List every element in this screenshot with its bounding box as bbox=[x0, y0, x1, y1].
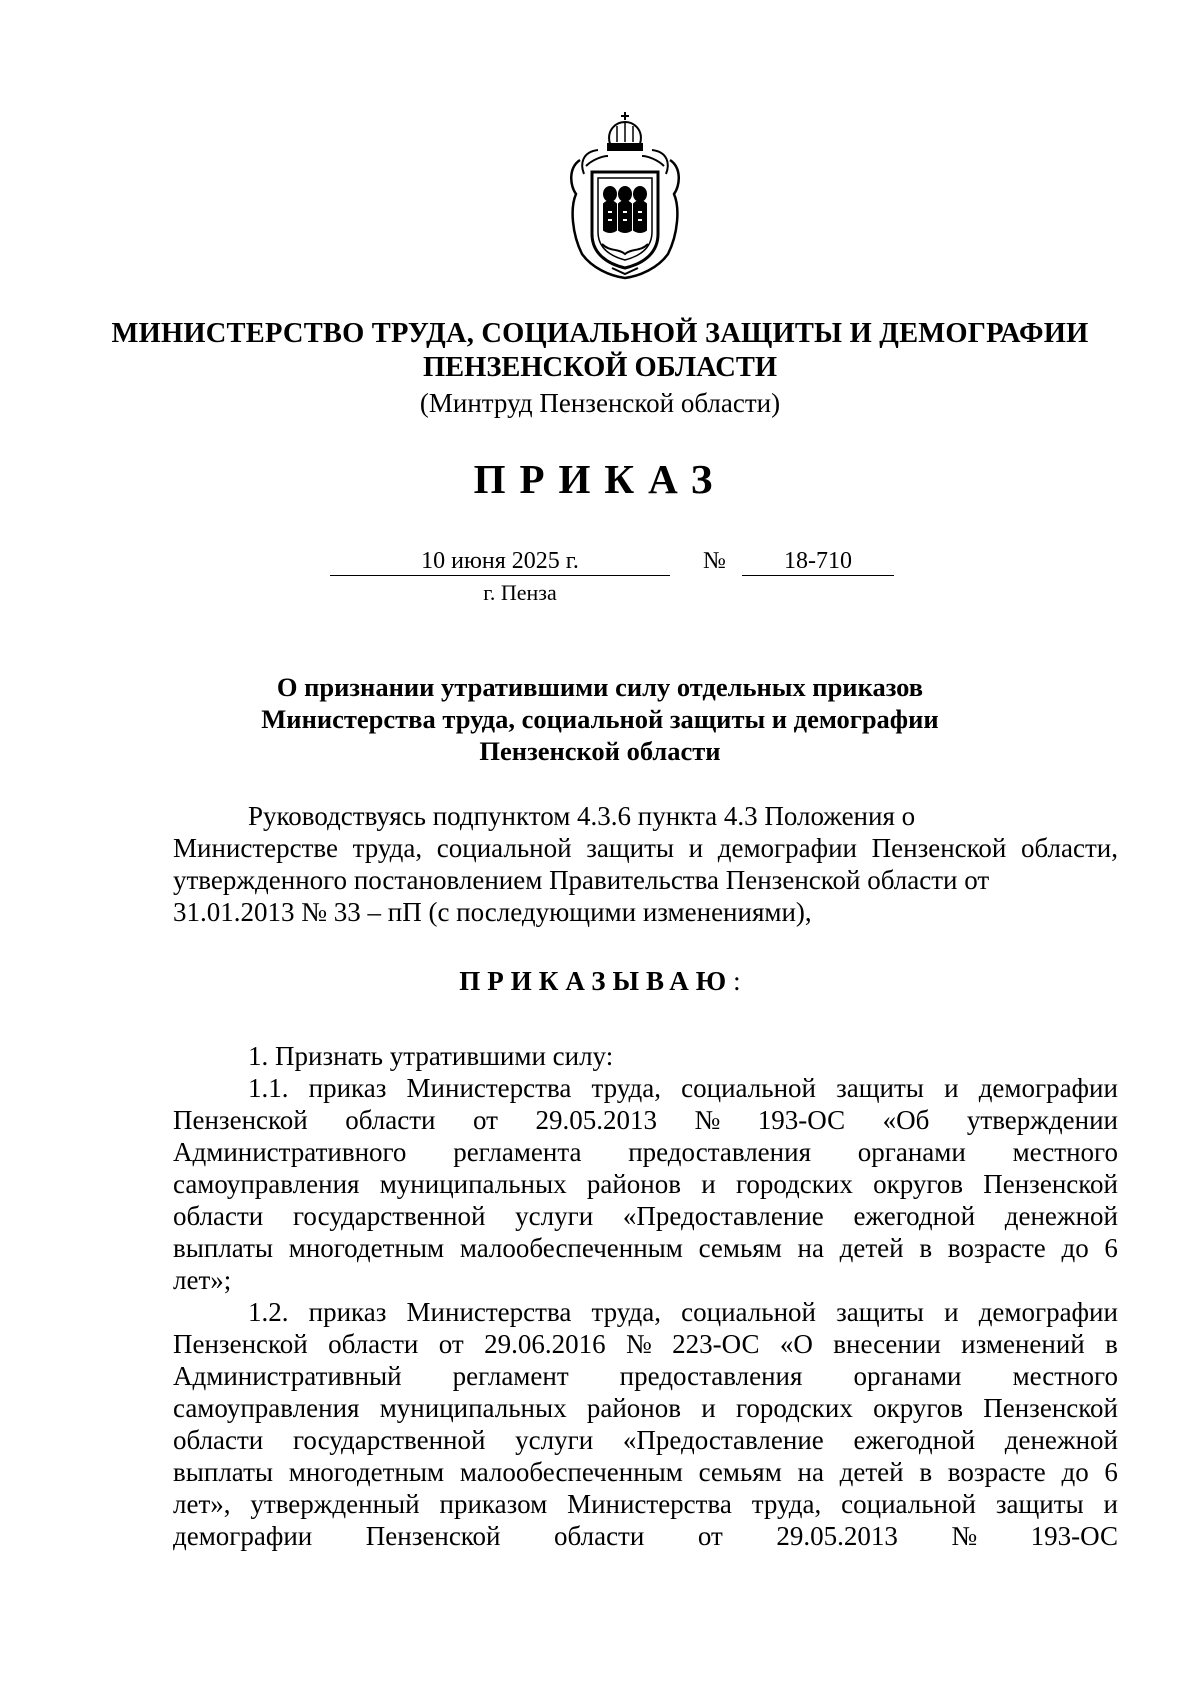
word: Административного bbox=[173, 1137, 407, 1167]
document-type: ПРИКАЗ bbox=[473, 456, 727, 502]
word: социальной bbox=[841, 1489, 976, 1519]
word: предоставления bbox=[619, 1361, 803, 1391]
word: регламент bbox=[452, 1361, 569, 1391]
word: утверждении bbox=[966, 1105, 1118, 1135]
word: 29.06.2016 bbox=[484, 1329, 606, 1359]
order-command: ПРИКАЗЫВАЮ: bbox=[459, 966, 741, 996]
word: городских bbox=[735, 1393, 853, 1423]
word: малообеспеченным bbox=[459, 1233, 683, 1263]
word: области bbox=[328, 1329, 419, 1359]
word: районов bbox=[586, 1393, 682, 1423]
word: детей bbox=[839, 1233, 904, 1263]
word: и bbox=[688, 833, 704, 863]
word: самоуправления bbox=[173, 1393, 360, 1423]
item-line: 1. Признать утратившими силу: bbox=[248, 1041, 614, 1071]
word: социальной bbox=[681, 1073, 816, 1103]
word: от bbox=[438, 1329, 464, 1359]
word: Министерства bbox=[567, 1489, 732, 1519]
word: демографии bbox=[173, 1521, 313, 1551]
word: в bbox=[919, 1457, 933, 1487]
item-1-2 bbox=[173, 1296, 1118, 1552]
word: органами bbox=[857, 1137, 966, 1167]
item-1-1 bbox=[173, 1072, 1118, 1296]
word: семьям bbox=[698, 1233, 782, 1263]
coat-of-arms-icon bbox=[562, 108, 688, 284]
word: городских bbox=[735, 1169, 853, 1199]
word: местного bbox=[1012, 1137, 1118, 1167]
word: государственной bbox=[293, 1201, 486, 1231]
word: выплаты bbox=[173, 1233, 274, 1263]
word: защиты bbox=[836, 1297, 924, 1327]
word: регламента bbox=[453, 1137, 582, 1167]
preamble-line: утвержденного постановлением Правительства Пензенской области от bbox=[173, 865, 990, 895]
word: многодетным bbox=[288, 1457, 445, 1487]
item-line bbox=[173, 1136, 1118, 1168]
word: детей bbox=[839, 1457, 904, 1487]
ministry-name-line2: ПЕНЗЕНСКОЙ ОБЛАСТИ bbox=[422, 352, 778, 383]
word: услуги bbox=[515, 1425, 594, 1455]
word: Министерства bbox=[406, 1297, 572, 1327]
word: 193-ОС bbox=[757, 1105, 846, 1135]
word: самоуправления bbox=[173, 1169, 360, 1199]
item-line: лет»; bbox=[173, 1265, 232, 1295]
word: округов bbox=[873, 1393, 964, 1423]
word: Пензенской bbox=[871, 833, 1007, 863]
word: защиты bbox=[995, 1489, 1084, 1519]
word: внесении bbox=[833, 1329, 941, 1359]
word: демографии bbox=[978, 1073, 1118, 1103]
word: области bbox=[173, 1201, 264, 1231]
word: Административный bbox=[173, 1361, 402, 1391]
word: «Предоставление bbox=[622, 1201, 824, 1231]
word: Пензенской bbox=[365, 1521, 501, 1551]
word: многодетным bbox=[288, 1233, 445, 1263]
item-line bbox=[173, 1232, 1118, 1264]
word: области bbox=[554, 1521, 645, 1551]
word: 6 bbox=[1104, 1457, 1118, 1487]
word: Пензенской bbox=[983, 1169, 1118, 1199]
word: 29.05.2013 bbox=[776, 1521, 898, 1551]
word: Пензенской bbox=[173, 1105, 308, 1135]
word: Министерстве bbox=[173, 833, 338, 863]
word: в bbox=[919, 1233, 933, 1263]
word: «Об bbox=[882, 1105, 930, 1135]
order-title bbox=[0, 671, 1200, 767]
ministry-short-name: (Минтруд Пензенской области) bbox=[419, 388, 781, 418]
word: от bbox=[473, 1105, 498, 1135]
word: от bbox=[697, 1521, 723, 1551]
word: социальной bbox=[681, 1297, 816, 1327]
word: демографии bbox=[978, 1297, 1118, 1327]
order-title-line: О признании утратившими силу отдельных приказов bbox=[276, 672, 924, 702]
word: труда, bbox=[751, 1489, 822, 1519]
word: возрасте bbox=[947, 1457, 1046, 1487]
word: районов bbox=[586, 1169, 682, 1199]
word: Пензенской bbox=[173, 1329, 308, 1359]
item-line bbox=[173, 1296, 1118, 1328]
item-line bbox=[173, 1200, 1118, 1232]
word: денежной bbox=[1004, 1201, 1118, 1231]
word: труда, bbox=[352, 833, 423, 863]
word: и bbox=[701, 1393, 716, 1423]
item-1 bbox=[173, 1040, 1118, 1072]
item-line bbox=[173, 1392, 1118, 1424]
word: области, bbox=[1020, 833, 1118, 863]
word: местного bbox=[1012, 1361, 1118, 1391]
word: и bbox=[944, 1297, 959, 1327]
word: в bbox=[1105, 1329, 1118, 1359]
word: округов bbox=[873, 1169, 964, 1199]
order-title-line: Пензенской области bbox=[479, 736, 721, 766]
word: Министерства bbox=[406, 1073, 572, 1103]
item-line bbox=[173, 1104, 1118, 1136]
word: муниципальных bbox=[379, 1393, 567, 1423]
item-line bbox=[173, 1456, 1118, 1488]
preamble-line: 31.01.2013 № 33 – пП (с последующими изменениями), bbox=[173, 897, 812, 927]
word: и bbox=[701, 1169, 716, 1199]
word: изменений bbox=[961, 1329, 1085, 1359]
word: 1.1. bbox=[248, 1073, 289, 1103]
order-city: г. Пенза bbox=[483, 580, 557, 605]
word: «Предоставление bbox=[622, 1425, 824, 1455]
word: области bbox=[173, 1425, 264, 1455]
word: выплаты bbox=[173, 1457, 274, 1487]
word: 193-ОС bbox=[1030, 1521, 1118, 1551]
item-line bbox=[173, 1360, 1118, 1392]
word: денежной bbox=[1004, 1425, 1118, 1455]
word: социальной bbox=[436, 833, 572, 863]
item-line bbox=[173, 1520, 1118, 1552]
word: предоставления bbox=[628, 1137, 811, 1167]
word: 1.2. bbox=[248, 1297, 289, 1327]
word: государственной bbox=[293, 1425, 486, 1455]
word: Пензенской bbox=[983, 1393, 1118, 1423]
word: семьям bbox=[698, 1457, 782, 1487]
word: защиты bbox=[836, 1073, 924, 1103]
ministry-name-line1: МИНИСТЕРСТВО ТРУДА, СОЦИАЛЬНОЙ ЗАЩИТЫ И ДЕМОГРАФИИ bbox=[111, 318, 1089, 349]
item-line bbox=[173, 1168, 1118, 1200]
word: возрасте bbox=[947, 1233, 1046, 1263]
preamble-line: Руководствуясь подпунктом 4.3.6 пункта 4.3 Положения о bbox=[248, 801, 916, 831]
word: и bbox=[1103, 1489, 1118, 1519]
order-number: 18-710 bbox=[742, 547, 894, 576]
word: органами bbox=[853, 1361, 962, 1391]
word: труда, bbox=[591, 1073, 662, 1103]
word: на bbox=[797, 1233, 824, 1263]
word: и bbox=[944, 1073, 959, 1103]
item-line bbox=[173, 1072, 1118, 1104]
word: приказ bbox=[308, 1073, 387, 1103]
item-line bbox=[173, 1488, 1118, 1520]
word: лет», bbox=[173, 1489, 231, 1519]
word: 6 bbox=[1104, 1233, 1118, 1263]
number-sign: № bbox=[703, 548, 726, 574]
word: приказ bbox=[308, 1297, 387, 1327]
word: области bbox=[345, 1105, 436, 1135]
word: до bbox=[1061, 1233, 1089, 1263]
word: ежегодной bbox=[853, 1425, 976, 1455]
word: № bbox=[626, 1329, 652, 1359]
item-line bbox=[173, 1424, 1118, 1456]
word: услуги bbox=[515, 1201, 594, 1231]
word: «О bbox=[779, 1329, 813, 1359]
word: ежегодной bbox=[853, 1201, 976, 1231]
word: малообеспеченным bbox=[459, 1457, 683, 1487]
word: 223-ОС bbox=[672, 1329, 760, 1359]
word: 29.05.2013 bbox=[535, 1105, 657, 1135]
word: труда, bbox=[591, 1297, 662, 1327]
word: на bbox=[797, 1457, 824, 1487]
word: утвержденный bbox=[250, 1489, 420, 1519]
word: до bbox=[1061, 1457, 1089, 1487]
order-date: 10 июня 2025 г. bbox=[330, 547, 670, 576]
preamble-line bbox=[173, 832, 1118, 864]
word: № bbox=[951, 1521, 978, 1551]
word: защиты bbox=[586, 833, 675, 863]
item-line bbox=[173, 1328, 1118, 1360]
word: № bbox=[694, 1105, 721, 1135]
preamble-paragraph bbox=[173, 800, 1118, 928]
word: муниципальных bbox=[379, 1169, 567, 1199]
word: приказом bbox=[439, 1489, 548, 1519]
word: демографии bbox=[717, 833, 858, 863]
order-title-line: Министерства труда, социальной защиты и демографии bbox=[261, 704, 939, 734]
